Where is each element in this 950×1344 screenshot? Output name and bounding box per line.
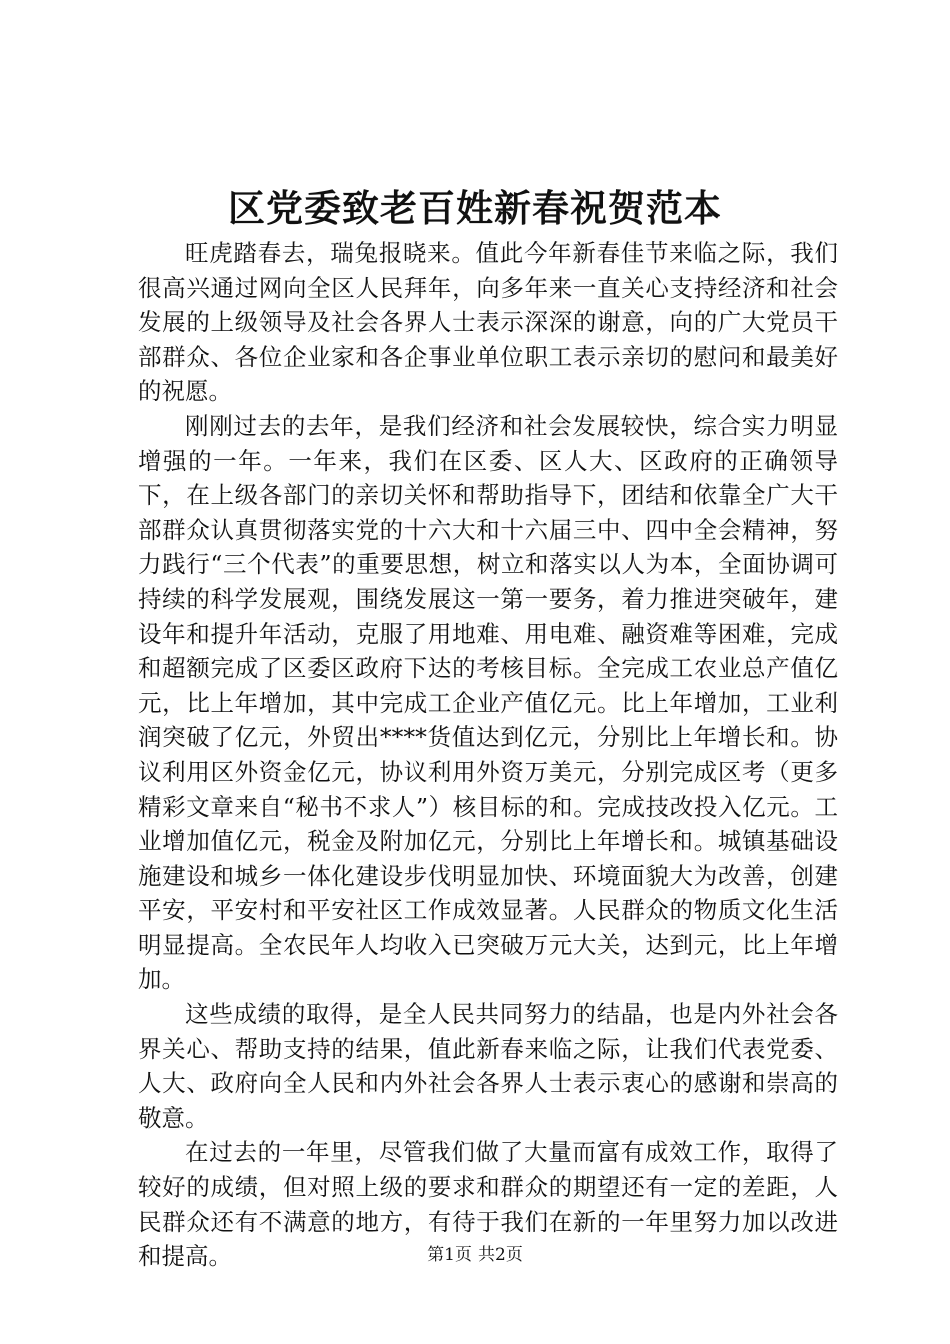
paragraph-achievements: 刚刚过去的去年，是我们经济和社会发展较快，综合实力明显增强的一年。一年来，我们在区委、区人大、区政府的正确领导下，在上级各部门的亲切关怀和帮助指导下，团结和依靠全广大干部群众认真贯彻落实党的十六大和十六届三中、四中全会精神，努力践行“三个代表”的重要思想，树立和落实以人为本，全面协调可持续的科学发展观，围绕发展这一第一要务，着力推进突破年，建设年和提升年活动，克服了用地难、用电难、融资难等困难，完成和超额完成了区委区政府下达的考核目标。全完成工农业总产值亿元，比上年增加，其中完成工企业产值亿元。比上年增加，工业利润突破了亿元，外贸出****货值达到亿元，分别比上年增长和。协议利用区外资金亿元，协议利用外资万美元，分别完成区考（更多精彩文章来自“秘书不求人”）核目标的和。完成技改投入亿元。工业增加值亿元，税金及附加亿元，分别比上年增长和。城镇基础设施建设和城乡一体化建设步伐明显加快、环境面貌大为改善，创建平安，平安村和平安社区工作成效显著。人民群众的物质文化生活明显提高。全农民年人均收入已突破万元大关，达到元，比上年增加。 — [138, 411, 838, 994]
page-footer — [0, 1243, 950, 1267]
document-title: 区党委致老百姓新春祝贺范本 — [228, 186, 722, 230]
document-body — [138, 236, 838, 1274]
paragraph-thanks: 这些成绩的取得，是全人民共同努力的结晶，也是内外社会各界关心、帮助支持的结果，值此新春来临之际，让我们代表党委、人大、政府向全人民和内外社会各界人士表示衷心的感谢和崇高的敬意。 — [138, 1000, 838, 1132]
paragraph-shortcomings: 在过去的一年里，尽管我们做了大量而富有成效工作，取得了较好的成绩，但对照上级的要求和群众的期望还有一定的差距，人民群众还有不满意的地方，有待于我们在新的一年里努力加以改进和提高。 — [138, 1138, 838, 1271]
page-number: 第1页 — [427, 1245, 472, 1265]
paragraph-greeting: 旺虎踏春去，瑞兔报晓来。值此今年新春佳节来临之际，我们很高兴通过网向全区人民拜年，向多年来一直关心支持经济和社会发展的上级领导及社会各界人士表示深深的谢意，向的广大党员干部群众、各位企业家和各企事业单位职工表示亲切的慰问和最美好的祝愿。 — [138, 239, 838, 406]
page-total: 共2页 — [478, 1245, 523, 1265]
